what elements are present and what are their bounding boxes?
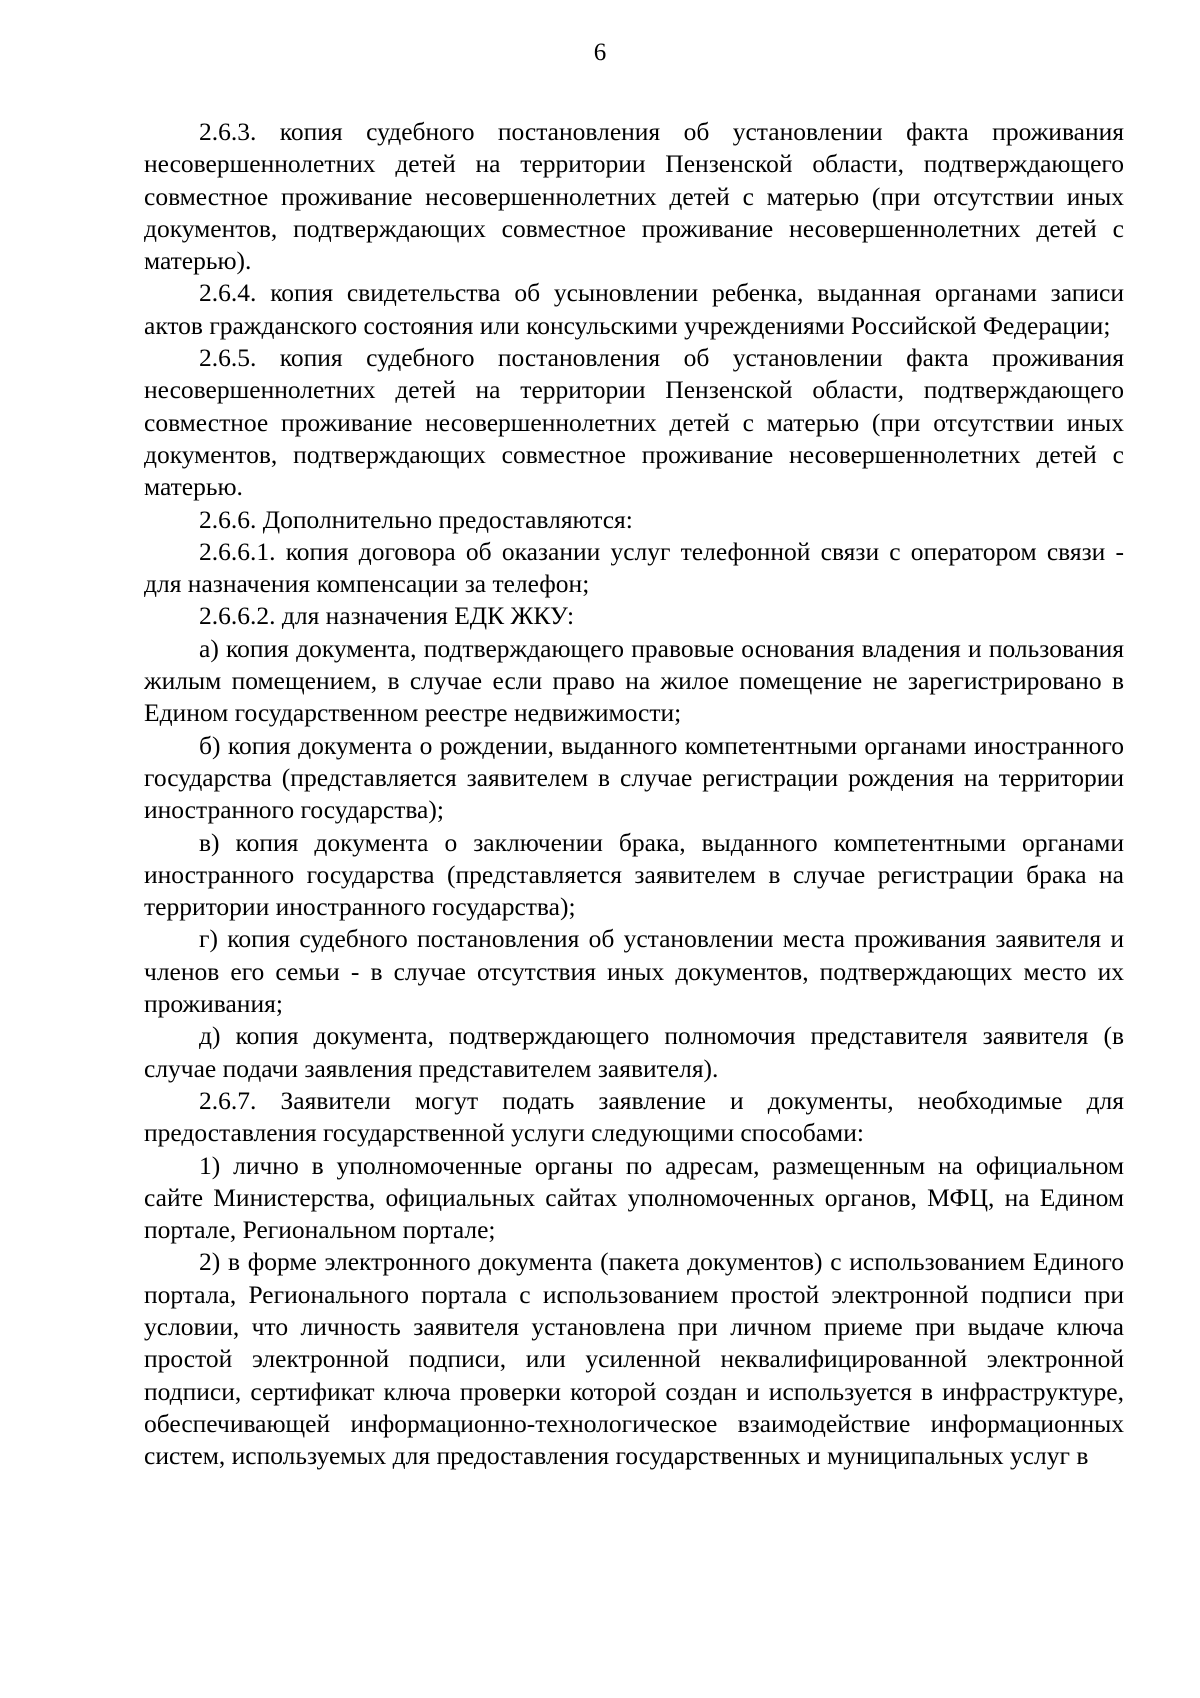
list-item-v: в) копия документа о заключении брака, выданного компетентными органами иностранного государства (представляется заявителем в случае регистрации брака на территории иностранного государства); (144, 827, 1124, 922)
paragraph-2-6-5: 2.6.5. копия судебного постановления об установлении факта проживания несовершеннолетних детей на территории Пензенской области, подтверждающего совместное проживание несовершеннолетних детей с матерью (при отсутствии иных документов, подтверждающих совместное проживание несовершеннолетних детей с матерью. (144, 343, 1124, 502)
paragraph-2-6-4: 2.6.4. копия свидетельства об усыновлении ребенка, выданная органами записи актов гражданского состояния или консульскими учреждениями Российской Федерации; (144, 278, 1124, 340)
method-item-2: 2) в форме электронного документа (пакета документов) с использованием Единого портала, Регионального портала с использованием простой электронной подписи при условии, что личность заявителя установлена при личном приеме при выдаче ключа простой электронной подписи, или усиленной неквалифицированной электронной подписи, сертификат ключа проверки которой создан и используется в инфраструктуре, обеспечивающей информационно-технологическое взаимодействие информационных систем, используемых для предоставления государственных и муниципальных услуг в (144, 1247, 1124, 1471)
paragraph-2-6-6: 2.6.6. Дополнительно предоставляются: (199, 504, 633, 534)
paragraph-2-6-3: 2.6.3. копия судебного постановления об установлении факта проживания несовершеннолетних детей на территории Пензенской области, подтверждающего совместное проживание несовершеннолетних детей с матерью (при отсутствии иных документов, подтверждающих совместное проживание несовершеннолетних детей с матерью). (144, 117, 1124, 276)
method-item-1: 1) лично в уполномоченные органы по адресам, размещенным на официальном сайте Министерства, официальных сайтах уполномоченных органов, МФЦ, на Едином портале, Региональном портале; (144, 1150, 1124, 1245)
paragraph-2-6-6-1: 2.6.6.1. копия договора об оказании услуг телефонной связи с оператором связи - для назначения компенсации за телефон; (144, 536, 1124, 599)
paragraph-2-6-7: 2.6.7. Заявители могут подать заявление и документы, необходимые для предоставления государственной услуги следующими способами: (144, 1085, 1124, 1148)
page-number: 6 (593, 39, 607, 66)
document-body (144, 116, 1124, 1472)
list-item-g: г) копия судебного постановления об установлении места проживания заявителя и членов его семьи - в случае отсутствия иных документов, подтверждающих место их проживания; (144, 924, 1124, 1019)
list-item-b: б) копия документа о рождении, выданного компетентными органами иностранного государства (представляется заявителем в случае регистрации рождения на территории иностранного государства); (144, 730, 1124, 825)
list-item-d: д) копия документа, подтверждающего полномочия представителя заявителя (в случае подачи заявления представителем заявителя). (144, 1021, 1124, 1083)
paragraph-2-6-6-2: 2.6.6.2. для назначения ЕДК ЖКУ: (199, 601, 575, 631)
list-item-a: а) копия документа, подтверждающего правовые основания владения и пользования жилым помещением, в случае если право на жилое помещение не зарегистрировано в Едином государственном реестре недвижимости; (144, 633, 1124, 728)
